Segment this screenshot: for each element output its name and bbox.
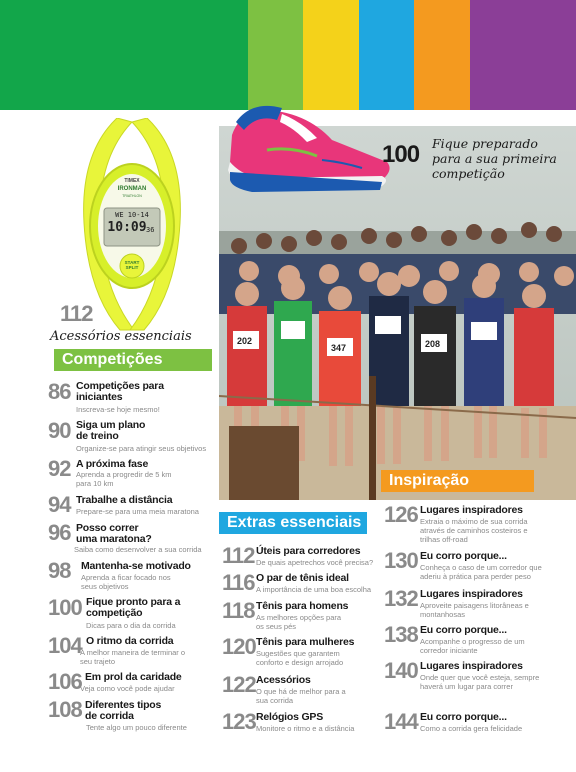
toc-entry-description: Inscreva-se hoje mesmo! <box>76 405 160 414</box>
toc-page-number: 118 <box>222 598 255 623</box>
watch-button-label: START SPLIT <box>124 260 140 270</box>
toc-entry-description: De quais apetrechos você precisa? <box>256 558 374 567</box>
toc-entry-title[interactable]: Úteis para corredores <box>256 545 361 557</box>
toc-entry-description: Conheça o caso de um corredor que aderiu à prática para perder peso <box>420 563 542 581</box>
svg-text:347: 347 <box>331 343 347 353</box>
toc-entry-title[interactable]: Tênis para homens <box>256 600 349 612</box>
toc-entry-description: Aproveite paisagens litorâneas e montanhosas <box>420 601 529 619</box>
toc-page-number: 144 <box>384 709 418 734</box>
watch-seconds: 36 <box>146 226 155 234</box>
toc-page-number: 92 <box>48 456 71 481</box>
toc-entry-description: Acompanhe o progresso de um corredor iniciante <box>420 637 525 655</box>
toc-entry-title[interactable]: Eu corro porque... <box>420 550 507 562</box>
toc-entry-description: A melhor maneira de terminar o seu trajeto <box>80 648 186 666</box>
toc-page-number: 122 <box>222 672 256 697</box>
svg-text:208: 208 <box>425 339 441 349</box>
running-shoe-image <box>222 100 397 195</box>
toc-entry-title[interactable]: O par de tênis ideal <box>256 572 349 584</box>
toc-page-number: 130 <box>384 548 418 573</box>
header-color-stripes <box>0 0 576 110</box>
toc-entry-description: As melhores opções para os seus pés <box>256 613 342 631</box>
svg-text:202: 202 <box>237 336 253 346</box>
toc-entry-title[interactable]: Lugares inspiradores <box>420 660 523 672</box>
color-stripe <box>248 0 303 110</box>
toc-entry-title[interactable]: Competições para iniciantes <box>76 380 164 403</box>
toc-page-number: 132 <box>384 586 418 611</box>
toc-page-number: 94 <box>48 492 71 517</box>
toc-entry-title[interactable]: Eu corro porque... <box>420 624 507 636</box>
toc-entry-title[interactable]: Em prol da caridade <box>85 671 182 683</box>
toc-entry-title[interactable]: Mantenha-se motivado <box>81 560 191 572</box>
toc-entry-description: Saiba como desenvolver a sua corrida <box>74 545 202 554</box>
toc-page-number: 126 <box>384 502 418 527</box>
toc-entry-description: A importância de uma boa escolha <box>256 585 372 594</box>
section-banner-extras: Extras essenciais <box>219 512 367 534</box>
watch-time: 10:09 <box>107 220 147 235</box>
toc-entry-title[interactable]: Lugares inspiradores <box>420 504 523 516</box>
watch-date: WE 10-14 <box>115 211 149 219</box>
toc-entry-title[interactable]: Siga um plano de treino <box>76 419 146 442</box>
watch-model: IRONMAN <box>117 186 147 192</box>
toc-entry-description: Tente algo um pouco diferente <box>86 723 187 732</box>
toc-entry-description: Extraia o máximo de sua corrida através de caminhos costeiros e trilhas off-road <box>420 517 528 544</box>
toc-page-number: 120 <box>222 634 256 659</box>
watch-brand: TIMEX <box>124 178 140 184</box>
section-banner-inspiracao: Inspiração <box>381 470 534 492</box>
color-stripe <box>414 0 470 110</box>
toc-entry-title[interactable]: Acessórios <box>256 674 311 686</box>
toc-entry-description: Aprenda a progredir de 5 km para 10 km <box>76 470 172 488</box>
toc-entry-description: O que há de melhor para a sua corrida <box>256 687 346 705</box>
color-stripe <box>0 0 248 110</box>
feature-page-number: 100 <box>382 141 420 168</box>
toc-entry-description: Aprenda a ficar focado nos seus objetivos <box>81 573 171 591</box>
color-stripe <box>303 0 359 110</box>
toc-entry-title[interactable]: Diferentes tipos de corrida <box>85 699 162 722</box>
toc-page-number: 116 <box>222 570 255 595</box>
color-stripe <box>359 0 414 110</box>
toc-entry-description: Onde quer que você esteja, sempre haverá um lugar para correr <box>420 673 540 691</box>
toc-entry-description: Sugestões que garantem conforto e design arrojado <box>256 649 344 667</box>
accessories-page-number: 112 <box>60 301 93 326</box>
toc-page-number: 138 <box>384 622 418 647</box>
feature-tagline: Fique preparado para a sua primeira competição <box>432 136 557 181</box>
toc-entry-title[interactable]: O ritmo da corrida <box>86 635 174 647</box>
section-banner-competicoes: Competições <box>54 349 212 371</box>
toc-entry-title[interactable]: Relógios GPS <box>256 711 324 723</box>
toc-page-number: 123 <box>222 709 256 734</box>
toc-page-number: 104 <box>48 633 82 658</box>
toc-entry-title[interactable]: Eu corro porque... <box>420 711 507 723</box>
watch-model-sub: TRIATHLON <box>122 194 142 198</box>
toc-page-number: 106 <box>48 669 82 694</box>
toc-entry-title[interactable]: Fique pronto para a competição <box>86 596 181 619</box>
toc-entry-title[interactable]: Posso correr uma maratona? <box>76 522 152 545</box>
toc-page-number: 98 <box>48 558 71 583</box>
toc-entry-description: Organize-se para atingir seus objetivos <box>76 444 207 453</box>
toc-entry-title[interactable]: Tênis para mulheres <box>256 636 355 648</box>
accessories-tagline: Acessórios essenciais <box>50 329 192 344</box>
toc-page-number: 90 <box>48 418 71 443</box>
toc-page-number: 96 <box>48 520 71 545</box>
toc-entry-description: Dicas para o dia da corrida <box>86 621 176 630</box>
toc-entry-title[interactable]: Lugares inspiradores <box>420 588 523 600</box>
toc-page-number: 140 <box>384 658 418 683</box>
toc-entry-description: Monitore o ritmo e a distância <box>256 724 355 733</box>
color-stripe <box>470 0 576 110</box>
toc-page-number: 112 <box>222 543 255 568</box>
toc-page-number: 108 <box>48 697 82 722</box>
toc-page-number: 86 <box>48 379 71 404</box>
toc-entry-title[interactable]: Trabalhe a distância <box>76 494 173 506</box>
toc-entry-title[interactable]: A próxima fase <box>76 458 149 470</box>
toc-entry-description: Como a corrida gera felicidade <box>420 724 523 733</box>
toc-entry-description: Prepare-se para uma meia maratona <box>76 507 199 516</box>
toc-page-number: 100 <box>48 595 82 620</box>
toc-entry-description: Veja como você pode ajudar <box>80 684 175 693</box>
